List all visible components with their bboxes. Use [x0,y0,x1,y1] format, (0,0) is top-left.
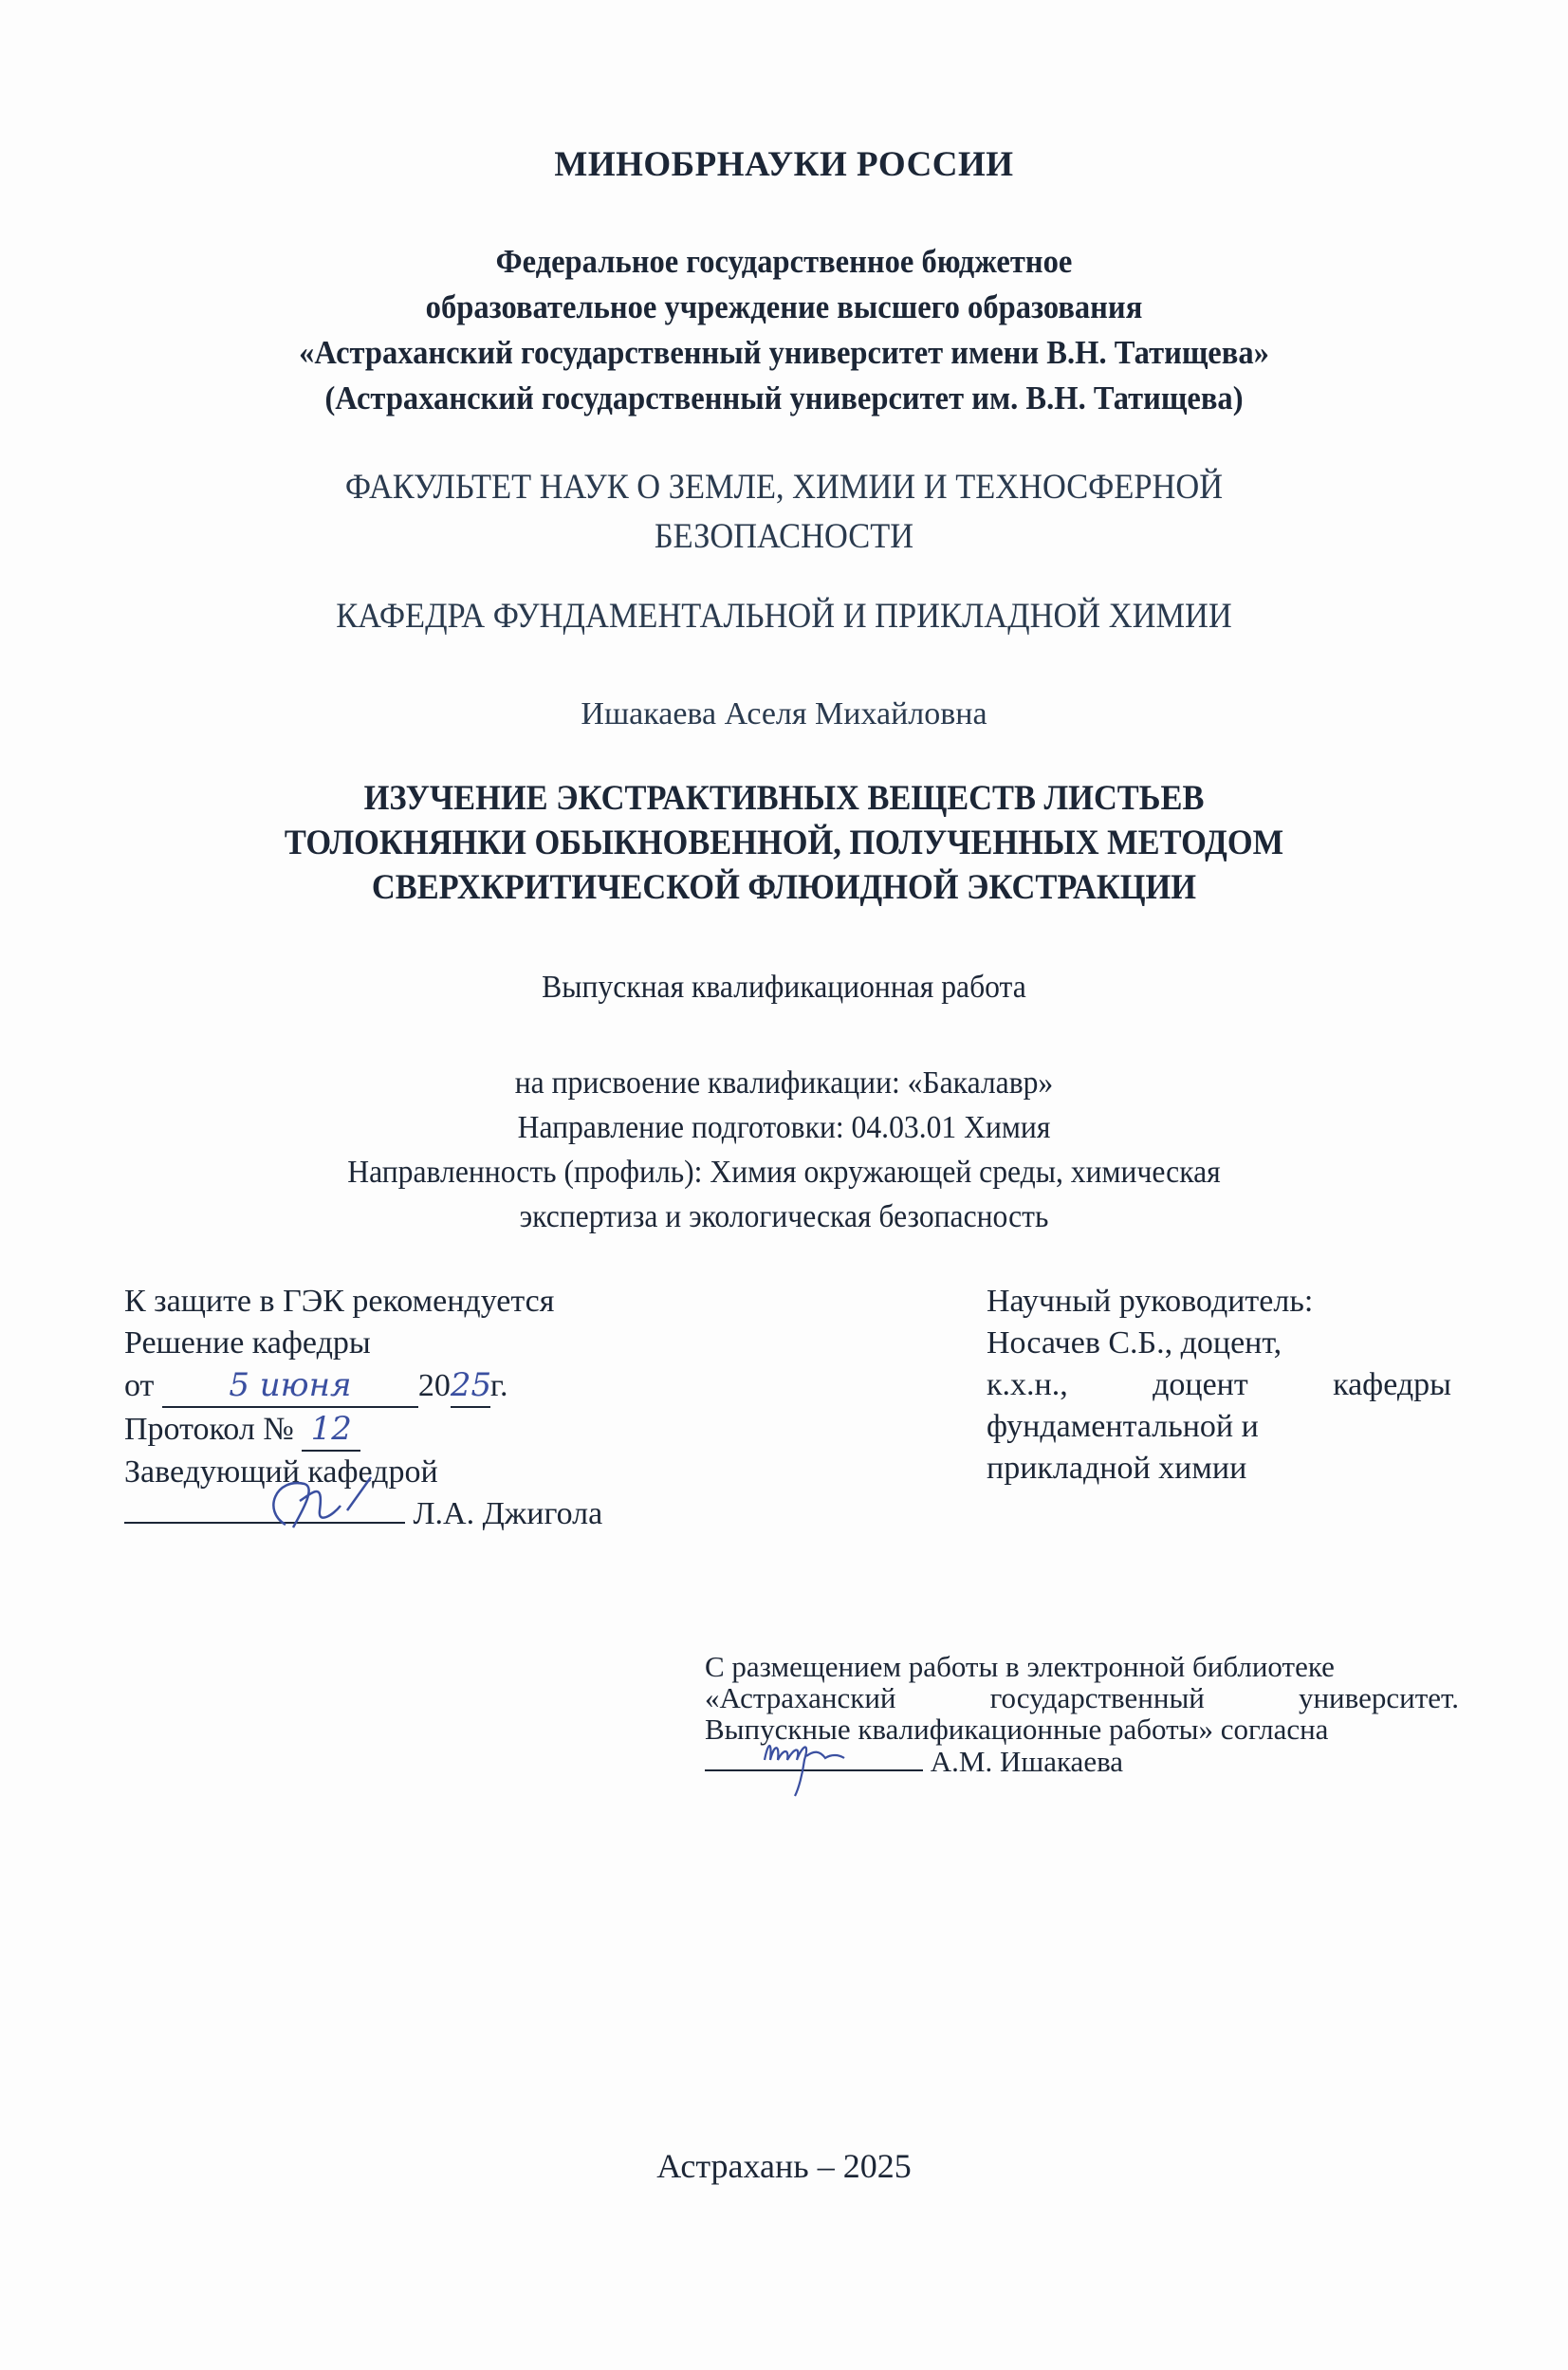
library-consent [705,1651,1459,1777]
qualification-line: экспертиза и экологическая безопасность [519,1199,1049,1234]
consent-line [705,1682,1459,1713]
institution-line: Федеральное государственное бюджетное [495,243,1073,280]
department-name: КАФЕДРА ФУНДАМЕНТАЛЬНОЙ И ПРИКЛАДНОЙ ХИМИИ [336,597,1232,636]
protocol-handwritten: 12 [302,1408,360,1452]
ministry-heading: МИНОБРНАУКИ РОССИИ [554,145,1014,184]
supervisor-degree [987,1364,1451,1406]
defense-recommendation [124,1281,602,1535]
defense-line: К защите в ГЭК рекомендуется [124,1284,555,1319]
faculty-line: ФАКУЛЬТЕТ НАУК О ЗЕМЛЕ, ХИМИИ И ТЕХНОСФЕРНОЙ [344,468,1224,507]
title-line: СВЕРХКРИТИЧЕСКОЙ ФЛЮИДНОЙ ЭКСТРАКЦИИ [371,868,1197,907]
degree-word: кафедры [1333,1367,1451,1402]
supervisor-label: Научный руководитель: [987,1284,1314,1319]
city-year: Астрахань – 2025 [656,2147,912,2185]
consent-line: С размещением работы в электронной библиотеке [705,1650,1335,1683]
degree-word: доцент [1153,1367,1248,1402]
defense-line: Решение кафедры [124,1325,371,1361]
supervisor-dept-line: фундаментальной и [987,1409,1259,1444]
year-handwritten: 25 [451,1364,490,1408]
title-line: ТОЛОКНЯНКИ ОБЫКНОВЕННОЙ, ПОЛУЧЕННЫХ МЕТОДОМ [284,824,1284,862]
head-signature-icon [257,1472,380,1535]
consent-name: А.М. Ишакаева [930,1745,1124,1778]
date-handwritten: 5 июня [162,1364,418,1408]
thesis-title [55,776,1513,910]
author-name: Ишакаева Аселя Михайловна [581,696,987,731]
author-signature-icon [757,1731,861,1798]
protocol-label: Протокол № [124,1412,294,1447]
consent-word: «Астраханский [705,1681,896,1714]
faculty-line: БЕЗОПАСНОСТИ [654,517,914,556]
year-suffix: г. [489,1368,508,1403]
supervisor-name: Носачев С.Б., доцент, [987,1325,1282,1361]
consent-word: государственный [989,1681,1205,1714]
institution-line: (Астраханский государственный университет им. В.Н. Татищева) [324,380,1244,417]
consent-signature-line [705,1745,1459,1777]
institution-line: «Астраханский государственный университет имени В.Н. Татищева» [299,334,1269,371]
protocol-number [124,1408,602,1452]
institution-name [55,239,1513,421]
work-type: Выпускная квалификационная работа [542,970,1026,1005]
head-label: Заведующий кафедрой [124,1454,438,1490]
qualification-line: Направление подготовки: 04.03.01 Химия [517,1110,1051,1145]
institution-line: образовательное учреждение высшего образования [425,288,1143,325]
head-signature-line [124,1493,602,1535]
year-prefix: 20 [417,1368,451,1403]
consent-line: Выпускные квалификационные работы» согласна [705,1713,1329,1746]
supervisor-info [987,1281,1451,1490]
degree-word: к.х.н., [987,1367,1068,1402]
faculty-name [55,463,1513,562]
qualification-info [55,1061,1513,1239]
title-line: ИЗУЧЕНИЕ ЭКСТРАКТИВНЫХ ВЕЩЕСТВ ЛИСТЬЕВ [363,779,1205,818]
consent-word: университет. [1298,1681,1459,1714]
qualification-line: Направленность (профиль): Химия окружающей среды, химическая [347,1155,1221,1190]
date-prefix: от [124,1368,155,1403]
head-name: Л.А. Джигола [413,1496,603,1531]
supervisor-dept-line: прикладной химии [987,1451,1247,1486]
decision-date [124,1364,602,1408]
qualification-line: на присвоение квалификации: «Бакалавр» [514,1065,1054,1101]
